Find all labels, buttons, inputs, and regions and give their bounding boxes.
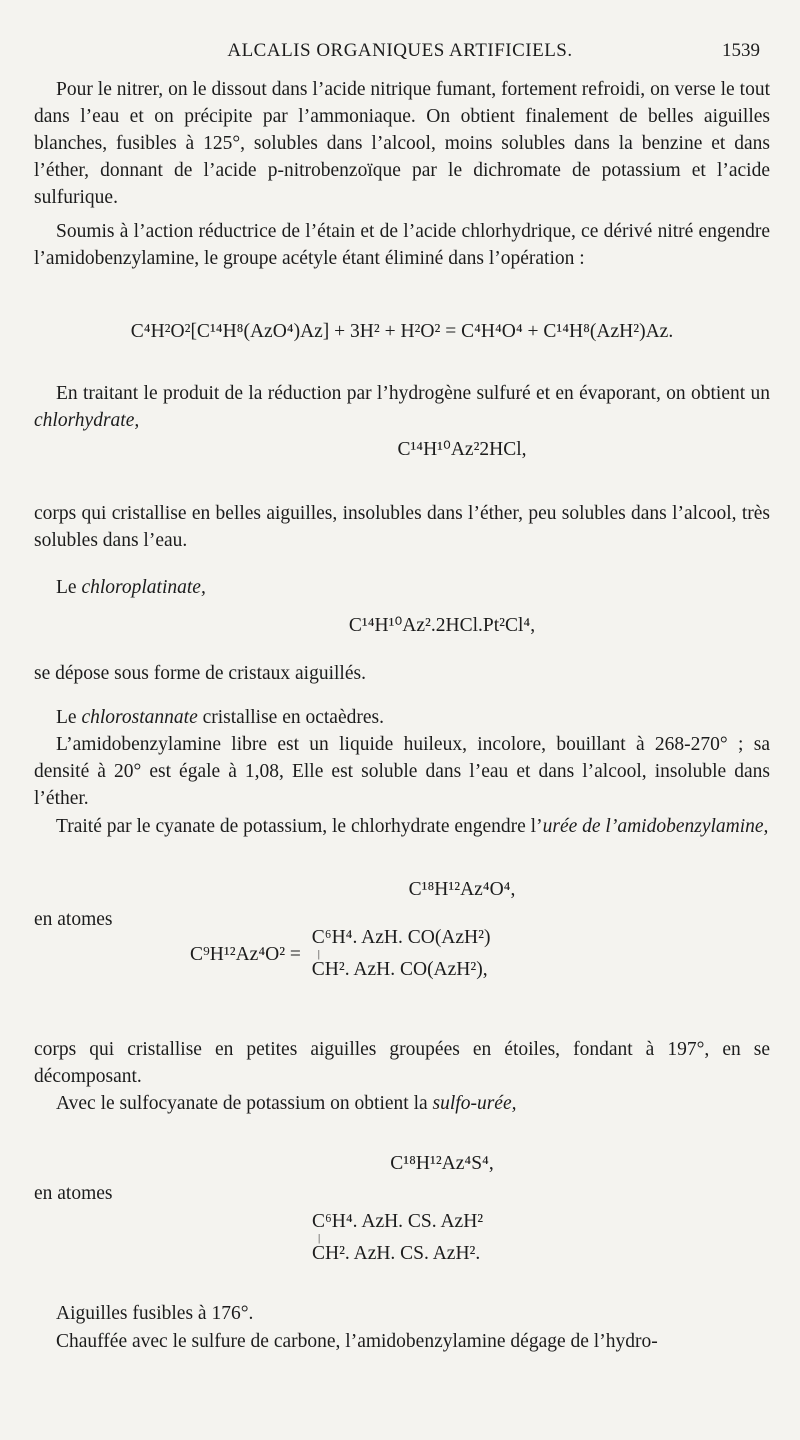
formula-sulfo-atoms <box>312 1210 752 1266</box>
text-run: Le <box>56 577 82 598</box>
paragraph-reduction <box>34 218 770 272</box>
formula-text: C¹⁴H¹⁰Az².2HCl.Pt²Cl⁴, <box>348 615 536 636</box>
formula-chloroplatinate <box>34 612 800 639</box>
bond-bar: | <box>317 948 320 960</box>
italic-term: urée de l’amidobenzylamine, <box>542 816 769 837</box>
formula-text: C¹⁴H¹⁰Az²2HCl, <box>397 439 527 460</box>
label-text: en atomes <box>34 909 113 930</box>
paragraph-fusible <box>34 1300 770 1327</box>
text-run: Traité par le cyanate de potassium, le chlorhydrate engendre l’ <box>56 816 543 837</box>
paragraph-nitration <box>34 76 770 211</box>
formula-stack <box>312 926 491 982</box>
text-run: Avec le sulfocyanate de potassium on obtient la <box>56 1093 433 1114</box>
paragraph-crystallise <box>34 1036 770 1090</box>
formula-bottom: CH². AzH. CO(AzH²), <box>311 959 488 980</box>
formula-text: C¹⁸H¹²Az⁴O⁴, <box>408 879 516 900</box>
paragraph-text: L’amidobenzylamine libre est un liquide huileux, incolore, bouillant à 268-270° ; sa densité à 20° est égale à 1,08, Elle est soluble dans l’eau et dans l’alcool, insoluble dans l’éther. <box>34 734 770 809</box>
text-run: Le <box>56 707 82 728</box>
paragraph-text: corps qui cristallise en petites aiguilles groupées en étoiles, fondant à 197°, en se décomposant. <box>34 1039 770 1087</box>
text-run: En traitant le produit de la réduction par l’hydrogène sulfuré et en évaporant, on obtient un <box>56 383 770 404</box>
formula-sulfo <box>34 1150 800 1177</box>
formula-stack <box>312 1210 483 1266</box>
paragraph-sulfo-uree <box>34 1090 770 1117</box>
italic-term: chlorostannate <box>81 707 198 728</box>
paragraph-text: Pour le nitrer, on le dissout dans l’acide nitrique fumant, fortement refroidi, on verse le tout dans l’eau et on précipite par l’ammoniaque. On obtient finalement de belles aiguilles blanches, fusibles à 125°, solubles dans l’alcool, moins solubles dans la benzine et dans l’éther, donnant de l’acide p-nitrobenzoïque par le dichromate de potassium et l’acide sulfurique. <box>34 79 770 208</box>
page-number: 1539 <box>722 40 760 61</box>
paragraph-text: corps qui cristallise en belles aiguilles, insolubles dans l’éther, peu solubles dans l’alcool, très solubles dans l’eau. <box>34 503 770 551</box>
formula-top: C⁶H⁴. AzH. CS. AzH² <box>312 1211 484 1232</box>
paragraph-text: se dépose sous forme de cristaux aiguillés. <box>34 663 366 684</box>
running-header <box>0 40 800 68</box>
formula-uree-atoms <box>190 926 750 982</box>
formula-top: C⁶H⁴. AzH. CO(AzH²) <box>311 927 491 948</box>
paragraph-text <box>34 1090 770 1117</box>
formula-uree <box>34 876 800 903</box>
italic-term: sulfo-urée, <box>432 1093 517 1114</box>
label-en-atomes-2 <box>34 1180 770 1207</box>
italic-term: chloroplatinate, <box>81 577 206 598</box>
paragraph-chloroplatinate <box>34 574 770 601</box>
formula-left: C⁹H¹²Az⁴O² = <box>190 943 301 965</box>
label-text: en atomes <box>34 1183 113 1204</box>
bond-bar: | <box>318 1232 321 1244</box>
paragraph-deposit <box>34 660 770 687</box>
equation-text: C⁴H²O²[C¹⁴H⁸(AzO⁴)Az] + 3H² + H²O² = C⁴H⁴O⁴ + C¹⁴H⁸(AzH²)Az. <box>130 321 674 342</box>
formula-chlorhydrate <box>34 436 800 463</box>
paragraph-carbon-sulfide <box>34 1328 770 1355</box>
paragraph-properties <box>34 731 770 812</box>
italic-term: chlorhydrate, <box>34 410 140 431</box>
paragraph-chlorostannate <box>34 704 770 731</box>
reaction-equation <box>34 318 770 345</box>
text-run: cristallise en octaèdres. <box>197 707 384 728</box>
paragraph-text <box>34 704 770 731</box>
paragraph-text: Soumis à l’action réductrice de l’étain et de l’acide chlorhydrique, ce dérivé nitré engendre l’amidobenzylamine, le groupe acétyle étant éliminé dans l’opération : <box>34 221 770 269</box>
paragraph-text: Aiguilles fusibles à 176°. <box>56 1303 254 1324</box>
formula-bottom: CH². AzH. CS. AzH². <box>312 1243 481 1264</box>
paragraph-text <box>34 380 770 434</box>
paragraph-text <box>34 574 770 601</box>
header-title: ALCALIS ORGANIQUES ARTIFICIELS. <box>227 40 573 61</box>
paragraph-text: Chauffée avec le sulfure de carbone, l’amidobenzylamine dégage de l’hydro- <box>56 1331 658 1352</box>
paragraph-crystals <box>34 500 770 554</box>
formula-text: C¹⁸H¹²Az⁴S⁴, <box>390 1153 494 1174</box>
paragraph-text <box>34 813 770 840</box>
paragraph-chlorhydrate <box>34 380 770 434</box>
paragraph-uree <box>34 813 770 840</box>
